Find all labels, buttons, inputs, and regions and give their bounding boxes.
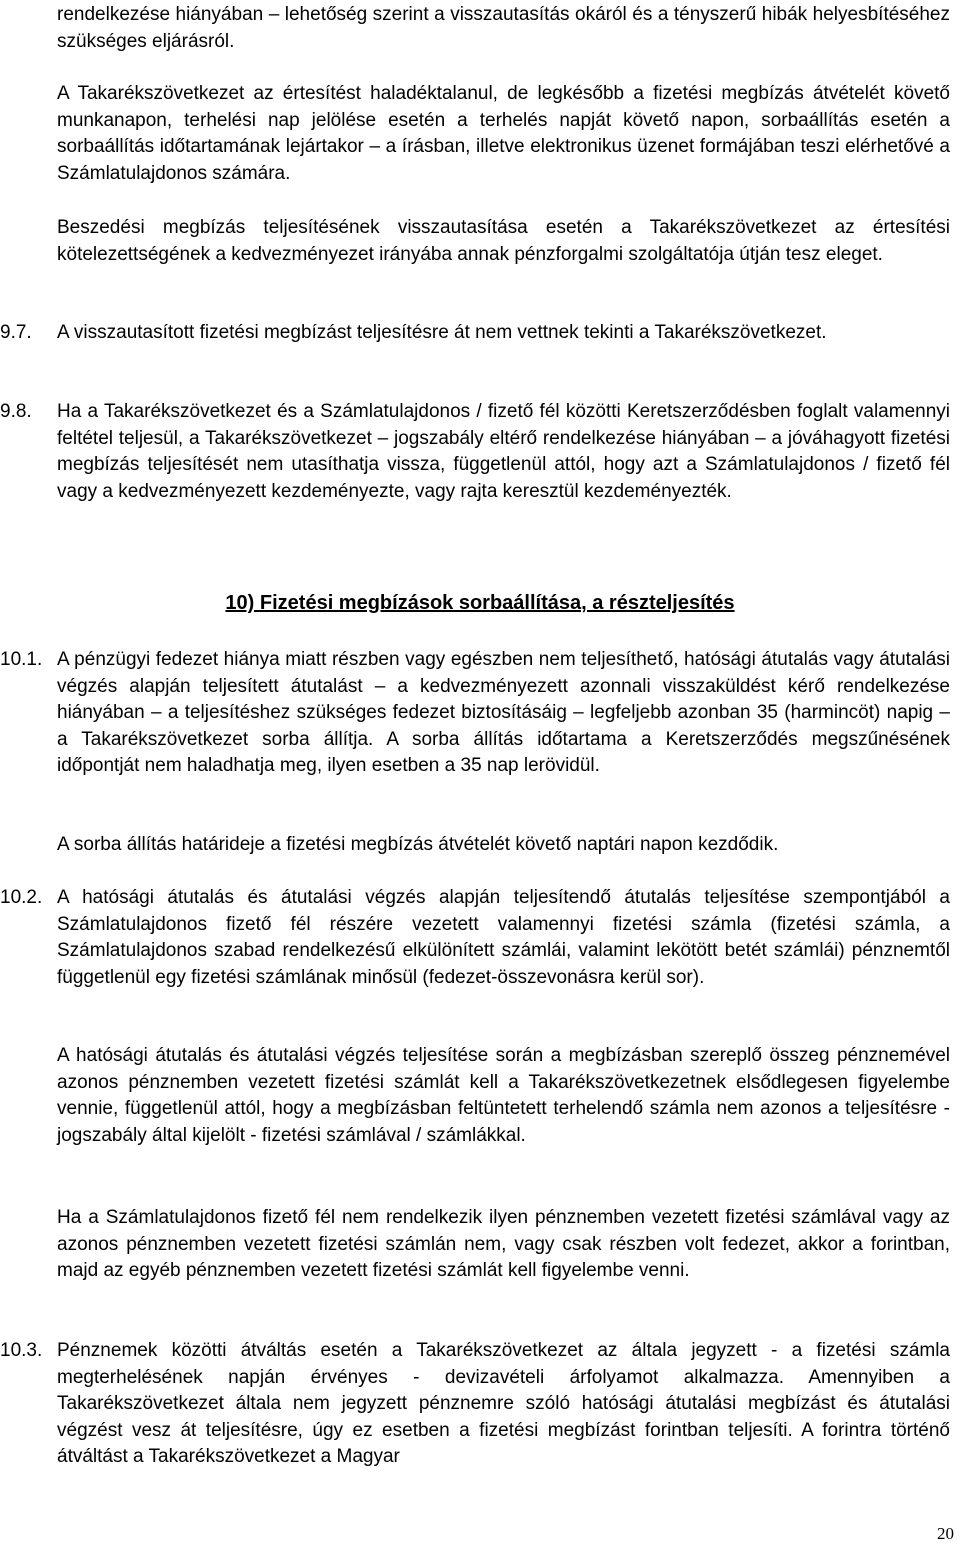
section-number: 9.7. — [0, 322, 32, 343]
section-number: 10.2. — [0, 887, 43, 908]
paragraph-notification: A Takarékszövetkezet az értesítést haladéktalanul, de legkésőbb a fizetési megbízás átvételét követő munkanapon, terhelési nap jelölése esetén a terhelés napját követő napon, sorbaállítás esetén a sorbaállítás időtartamának lejártakor – a írásban, illetve elektronikus üzenet formájában teszi elérhetővé a Számlatulajdonos számára. — [57, 83, 950, 184]
section-text: Pénznemek közötti átváltás esetén a Takarékszövetkezet az általa jegyzett - a fizetési számla megterhelésének napján érvényes - devizavételi árfolyamot alkalmazza. Amennyiben a Takarékszövetkezet általa nem jegyzett pénznemre szóló hatósági átutalási megbízást és átutalási végzést vesz át teljesítésre, úgy ez esetben a fizetési megbízást forintban teljesíti. A forintra történő átváltást a Takarékszövetkezet a Magyar — [57, 1340, 950, 1467]
section-10-3 — [0, 1338, 950, 1471]
section-text: A pénzügyi fedezet hiánya miatt részben vagy egészben nem teljesíthető, hatósági átutalás vagy átutalási végzés alapján teljesített átutalást – a kedvezményezett azonnali visszaküldést kérő rendelkezése hiányában – a teljesítéshez szükséges fedezet biztosításáig – legfeljebb azonban 35 (harmincöt) napig – a Takarékszövetkezet sorba állítja. A sorba állítás időtartama a Keretszerződés megszűnésének időpontját nem haladhatja meg, ilyen esetben a 35 nap lerövidül. — [57, 649, 950, 776]
section-number: 10.3. — [0, 1340, 43, 1361]
section-text: A visszautasított fizetési megbízást teljesítésre át nem vettnek tekinti a Takarékszövetkezet. — [57, 322, 827, 343]
paragraph-currency-account: A hatósági átutalás és átutalási végzés teljesítése során a megbízásban szereplő összeg pénznemével azonos pénznemben vezetett fizetési számlát kell a Takarékszövetkezetnek elsődlegesen figyelembe vennie, függetlenül attól, hogy a megbízásban feltüntetett terhelendő számla nem azonos a teljesítésre - jogszabály által kijelölt - fizetési számlával / számlákkal. — [57, 1045, 950, 1146]
section-9-7 — [0, 320, 950, 347]
section-number: 10.1. — [0, 649, 43, 670]
paragraph-forint-account: Ha a Számlatulajdonos fizető fél nem rendelkezik ilyen pénznemben vezetett fizetési számlával vagy az azonos pénznemben vezetett fizetési számlán nem, vagy csak részben volt fedezet, akkor a forintban, majd az egyéb pénznemben vezetett fizetési számlát kell figyelembe venni. — [57, 1207, 950, 1281]
paragraph-queue-deadline: A sorba állítás határideje a fizetési megbízás átvételét követő naptári napon kezdődik. — [57, 834, 779, 855]
page-number: 20 — [937, 1524, 954, 1543]
section-9-8 — [0, 399, 950, 505]
paragraph-continuation: rendelkezése hiányában – lehetőség szerint a visszautasítás okáról és a tényszerű hibák helyesbítéséhez szükséges eljárásról. — [57, 4, 950, 52]
section-text: A hatósági átutalás és átutalási végzés alapján teljesítendő átutalás teljesítése szempontjából a Számlatulajdonos fizető fél részére vezetett valamennyi fizetési számla (fizetési számla, a Számlatulajdonos szabad rendelkezésű elkülönített számlái, valamint lekötött betét számlái) pénznemtől függetlenül egy fizetési számlának minősül (fedezet-összevonásra kerül sor). — [57, 887, 950, 988]
section-number: 9.8. — [0, 401, 32, 422]
section-heading-10: 10) Fizetési megbízások sorbaállítása, a részteljesítés — [225, 592, 735, 614]
paragraph-collection-refusal: Beszedési megbízás teljesítésének visszautasítása esetén a Takarékszövetkezet az értesítési kötelezettségének a kedvezményezet irányába annak pénzforgalmi szolgáltatója útján tesz eleget. — [57, 217, 950, 265]
section-text: Ha a Takarékszövetkezet és a Számlatulajdonos / fizető fél közötti Keretszerződésben foglalt valamennyi feltétel teljesül, a Takarékszövetkezet – jogszabály eltérő rendelkezése hiányában – a jóváhagyott fizetési megbízás teljesítését nem utasíthatja vissza, függetlenül attól, hogy azt a Számlatulajdonos / fizető fél vagy a kedvezményezett kezdeményezte, vagy rajta keresztül kezdeményezték. — [57, 401, 950, 502]
section-10-1 — [0, 647, 950, 780]
section-10-2 — [0, 885, 950, 991]
